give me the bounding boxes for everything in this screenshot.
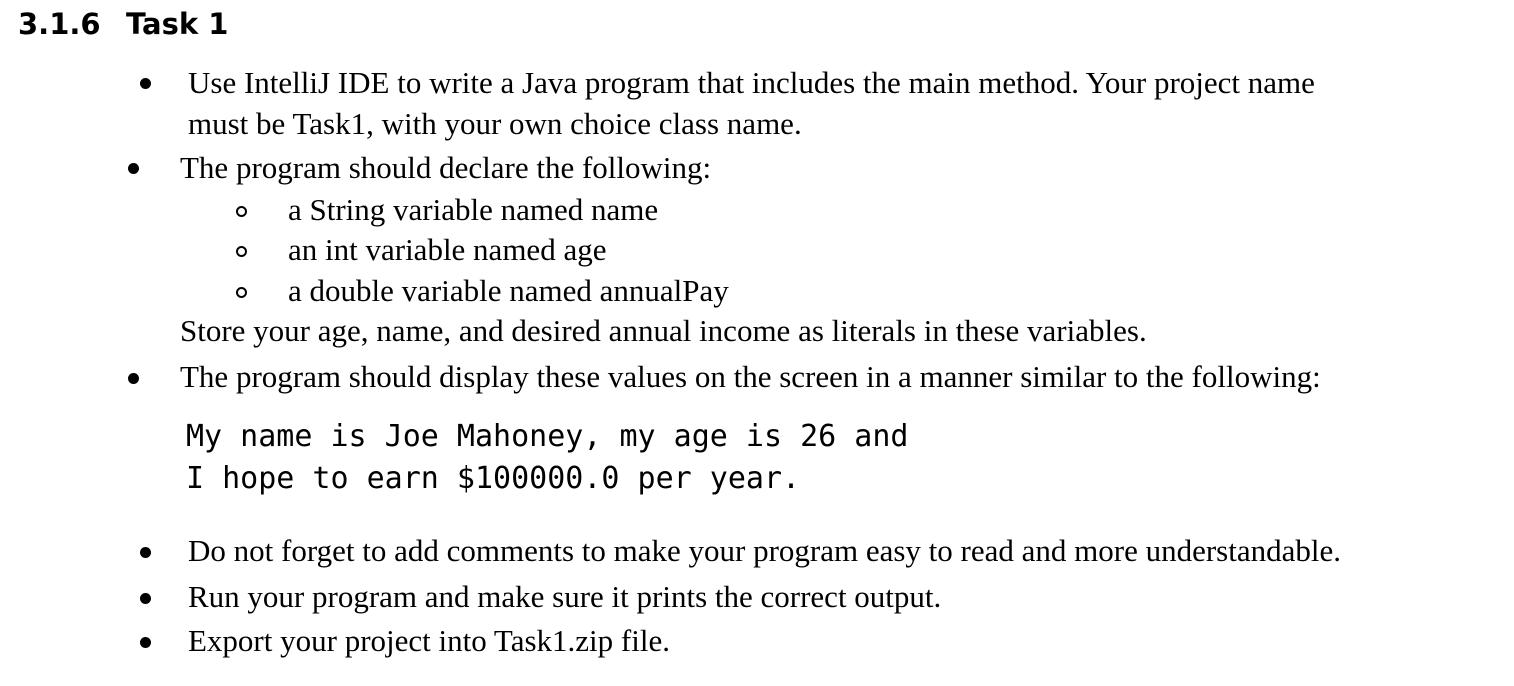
bullet-1-line-1: Use IntelliJ IDE to write a Java program that includes the main method. Your project name bbox=[188, 65, 1315, 100]
bullet-marker bbox=[140, 593, 151, 604]
bullet-6-line-1: Export your project into Task1.zip file. bbox=[188, 623, 670, 658]
sub-bullet-marker bbox=[236, 206, 247, 217]
sub-bullet-marker bbox=[236, 246, 247, 257]
bullet-2-line-1: The program should declare the following: bbox=[180, 150, 712, 185]
bullet-5-line-1: Run your program and make sure it prints the correct output. bbox=[188, 579, 942, 614]
section-number: 3.1.6 bbox=[18, 7, 101, 41]
bullet-1-line-2: must be Task1, with your own choice class name. bbox=[188, 106, 802, 141]
sub-item: a double variable named annualPay bbox=[288, 273, 729, 308]
bullet-marker bbox=[128, 373, 139, 384]
bullet-marker bbox=[140, 78, 151, 89]
code-sample-line-2: I hope to earn $100000.0 per year. bbox=[186, 461, 801, 496]
bullet-marker bbox=[140, 547, 151, 558]
sub-item: an int variable named age bbox=[288, 232, 607, 267]
section-heading bbox=[18, 4, 228, 44]
code-sample-line-1: My name is Joe Mahoney, my age is 26 and bbox=[186, 419, 909, 454]
bullet-3-line-1: The program should display these values on the screen in a manner similar to the following: bbox=[180, 359, 1321, 394]
bullet-4-line-1: Do not forget to add comments to make your program easy to read and more understandable. bbox=[188, 533, 1341, 568]
sub-item: a String variable named name bbox=[288, 192, 659, 227]
bullet-2-after-text: Store your age, name, and desired annual income as literals in these variables. bbox=[180, 313, 1147, 348]
bullet-marker bbox=[128, 163, 139, 174]
bullet-marker bbox=[140, 637, 151, 648]
section-title: Task 1 bbox=[126, 7, 229, 41]
sub-bullet-marker bbox=[236, 287, 247, 298]
